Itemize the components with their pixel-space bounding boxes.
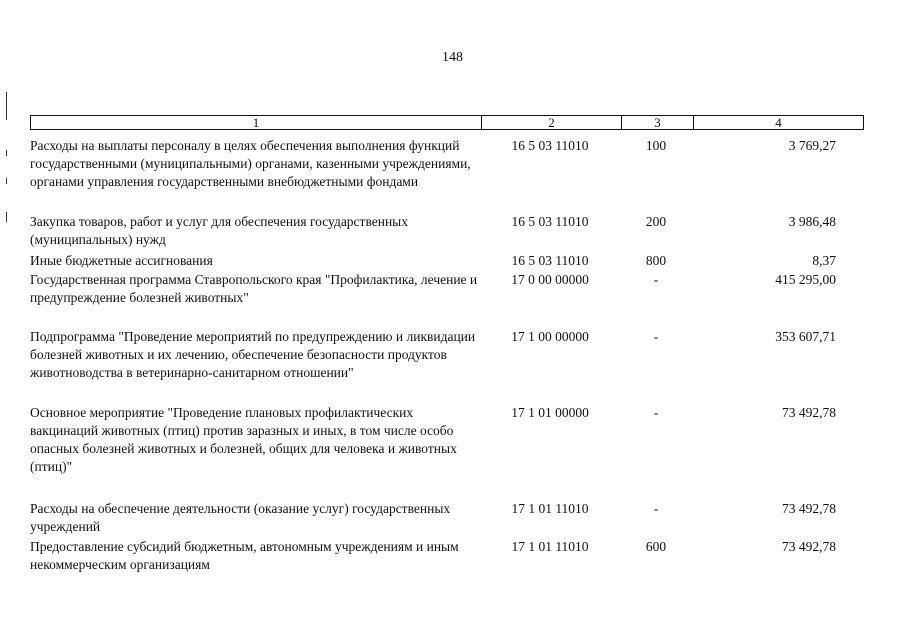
row-name: Основное мероприятие "Проведение плановых профилактических вакцинаций животных (птиц) против заразных и иных, в том числе особо опасных болезней животных и болезней, общих для человека и животных (птиц)" [30,405,457,474]
row-code: 16 5 03 11010 [511,253,589,268]
scan-edge-mark [6,92,7,120]
row-type: 600 [645,539,667,554]
row-code: 17 0 00 00000 [511,272,589,287]
page-number: 148 [442,50,463,65]
table-header [30,115,864,130]
table-row [30,404,864,500]
row-name: Предоставление субсидий бюджетным, автономным учреждениям и иным некоммерческим организациям [30,539,459,572]
scan-edge-mark [6,150,7,156]
row-name: Подпрограмма "Проведение мероприятий по предупреждению и ликвидации болезней животных и их лечению, обеспечение безопасности продуктов животноводства в ветеринарно-санитарном отношении" [30,329,476,380]
row-name: Государственная программа Ставропольского края "Профилактика, лечение и предупреждение болезней животных" [30,272,478,305]
row-name: Закупка товаров, работ и услуг для обеспечения государственных (муниципальных) нужд [30,214,409,247]
row-name: Расходы на выплаты персоналу в целях обеспечения выполнения функций государственными (муниципальными) органами, казенными учреждениями, органами управления государственными внебюджетными фондами [30,138,471,189]
table-row [30,213,864,252]
table-row [30,271,864,328]
row-type: - [653,272,659,287]
header-col-3: 3 [621,116,693,129]
row-amount: 73 492,78 [782,405,836,420]
table-row [30,252,864,271]
row-code: 17 1 01 00000 [511,405,589,420]
table-row [30,137,864,213]
row-name: Расходы на обеспечение деятельности (оказание услуг) государственных учреждений [30,501,451,534]
row-type: - [653,329,659,344]
row-type: - [653,405,659,420]
row-code: 16 5 03 11010 [511,138,589,153]
scan-edge-mark [6,178,7,184]
row-type: 800 [645,253,667,268]
table-row [30,500,864,538]
header-col-1: 1 [252,115,260,130]
header-col-4: 4 [693,116,863,129]
row-amount: 73 492,78 [782,501,836,516]
table-body [30,137,864,576]
row-amount: 353 607,71 [775,329,836,344]
row-code: 17 1 00 00000 [511,329,589,344]
table-row [30,328,864,404]
row-type: 100 [645,138,667,153]
row-type: - [653,501,659,516]
row-amount: 3 986,48 [788,214,836,229]
row-code: 17 1 01 11010 [511,501,589,516]
row-code: 17 1 01 11010 [511,539,589,554]
row-amount: 8,37 [812,253,836,268]
table-row [30,538,864,576]
row-amount: 3 769,27 [788,138,836,153]
row-type: 200 [645,214,667,229]
row-code: 16 5 03 11010 [511,214,589,229]
header-col-2: 2 [481,116,621,129]
row-name: Иные бюджетные ассигнования [30,253,213,268]
row-amount: 415 295,00 [775,272,836,287]
row-amount: 73 492,78 [782,539,836,554]
scan-edge-mark [6,212,7,222]
